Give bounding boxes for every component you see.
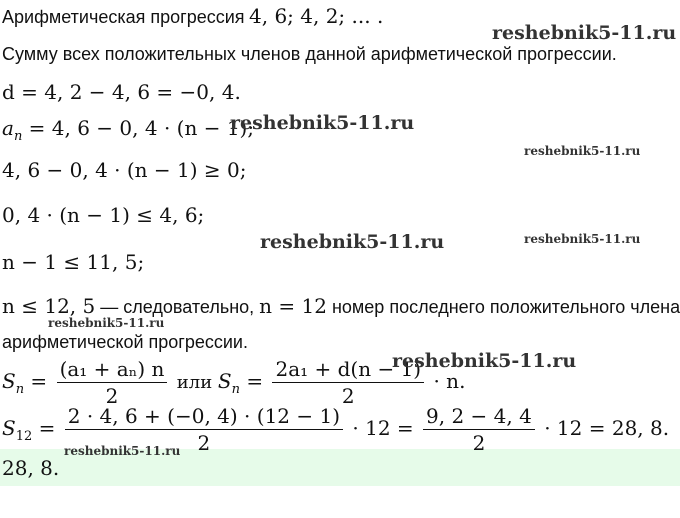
step-an	[2, 116, 254, 144]
formula-tail: · n.	[433, 369, 466, 393]
fraction-1-denominator: 2	[105, 384, 119, 408]
an-expression: = 4, 6 − 0, 4 · (n − 1);	[22, 116, 255, 140]
step-ineq-3: n − 1 ≤ 11, 5;	[2, 250, 145, 274]
calc-fraction-2	[423, 403, 535, 456]
conclusion-math-2: n = 12	[259, 294, 327, 318]
sum-subscript: n	[15, 382, 25, 397]
watermark: reshebnik5-11.ru	[64, 444, 181, 458]
conclusion-text-3: арифметической прогрессии.	[2, 332, 248, 352]
step-d: d = 4, 2 − 4, 6 = −0, 4.	[2, 80, 241, 104]
problem-title	[2, 4, 383, 28]
conclusion-line	[2, 294, 680, 318]
sum-symbol: S	[2, 369, 16, 393]
fraction-2-numerator: 2a₁ + d(n − 1)	[272, 356, 424, 383]
watermark: reshebnik5-11.ru	[392, 350, 577, 372]
an-subscript: n	[13, 129, 23, 144]
calc-subscript: 12	[15, 429, 33, 444]
or-text: или	[176, 372, 218, 393]
calc-equals: =	[32, 416, 62, 440]
calc-fraction-2-denominator: 2	[472, 431, 486, 455]
watermark: reshebnik5-11.ru	[48, 316, 165, 330]
sum-subscript-2: n	[231, 382, 240, 397]
answer: 28, 8.	[2, 456, 60, 480]
calc-end: · 12 = 28, 8.	[544, 416, 670, 440]
conclusion-text-2: номер последнего положительного члена	[326, 297, 680, 317]
an-symbol: a	[2, 116, 14, 140]
calc-fraction-1-numerator: 2 · 4, 6 + (−0, 4) · (12 − 1)	[65, 403, 343, 430]
calc-fraction-2-numerator: 9, 2 − 4, 4	[423, 403, 535, 430]
watermark: reshebnik5-11.ru	[524, 232, 641, 246]
calc-symbol: S	[2, 416, 16, 440]
step-ineq-2: 0, 4 · (n − 1) ≤ 4, 6;	[2, 203, 205, 227]
watermark: reshebnik5-11.ru	[492, 22, 677, 44]
conclusion-text-1: — следовательно,	[95, 297, 260, 317]
watermark: reshebnik5-11.ru	[260, 231, 445, 253]
sum-symbol-2: S	[217, 369, 232, 393]
fraction-1	[57, 356, 168, 409]
title-text: Арифметическая прогрессия	[2, 7, 245, 27]
fraction-1-numerator: (a₁ + aₙ) n	[57, 356, 168, 383]
fraction-2-denominator: 2	[341, 384, 355, 408]
step-ineq-1: 4, 6 − 0, 4 · (n − 1) ≥ 0;	[2, 158, 247, 182]
equals-2: =	[240, 369, 270, 393]
watermark: reshebnik5-11.ru	[524, 144, 641, 158]
calc-fraction-1-denominator: 2	[197, 431, 211, 455]
watermark: reshebnik5-11.ru	[230, 112, 415, 134]
equals: =	[24, 369, 54, 393]
sequence: 4, 6; 4, 2; ... .	[249, 4, 384, 28]
calc-mid: · 12 =	[352, 416, 421, 440]
conclusion-math-1: n ≤ 12, 5	[2, 294, 96, 318]
task-text: Сумму всех положительных членов данной арифметической прогрессии.	[2, 44, 617, 64]
